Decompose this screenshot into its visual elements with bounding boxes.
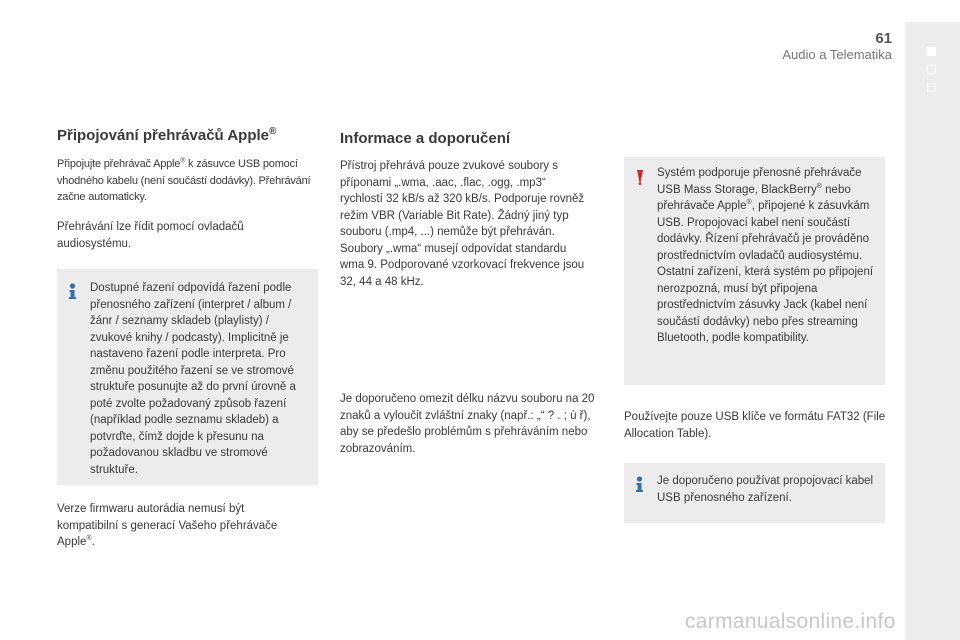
formats-text: Přístroj přehrává pouze zvukové soubory s příponami „.wma, .aac, .flac, .ogg, .mp3“ rychlostí 32 kB/s až 320 kB/s. Podporuje rovněž režim VBR (Variable Bit Rate). Žádný jiný typ souboru (.mp4, ...) nemůže být přehráván. Soubory „.wma“ musejí odpovídat standardu wma 9. Podporované vzorkovací frekvence jsou 32, 44 a 48 kHz. [340, 160, 585, 288]
apple-section-title: Připojování přehrávačů Apple® [57, 126, 277, 144]
apple-control-text: Přehrávání lze řídit pomocí ovladačů audiosystému. [57, 221, 244, 250]
section-title: Audio a Telematika [782, 47, 892, 62]
firmware-note: Verze firmwaru autorádia nemusí být kompatibilní s generací Vašeho přehrávače Apple®. [57, 503, 278, 548]
warning-usb-text: Systém podporuje přenosné přehrávače USB Mass Storage, BlackBerry® nebo přehrávače Apple®, připojené k zásuvkám USB. Propojovací kabel není součástí dodávky. Řízení přehrávačů je prováděno prostřednictvím ovladačů audiosystému. Ostatní zařízení, která systém po připojení nerozpozná, musí být připojena prostřednictvím zásuvky Jack (kabel není součástí dodávky) nebo přes streaming Bluetooth, podle kompatibility. [657, 167, 874, 344]
watermark: carmanualsonline.info [685, 610, 896, 633]
tab-marker-empty [927, 65, 936, 74]
info-icon [632, 476, 647, 492]
tab-marker-filled [927, 47, 936, 56]
side-tab [905, 22, 960, 640]
usb-format-text: Používejte pouze USB klíče ve formátu FAT32 (File Allocation Table). [624, 411, 886, 440]
warning-icon [632, 170, 648, 185]
info-icon [65, 283, 80, 299]
tab-marker-empty [927, 83, 936, 92]
info-sorting-text: Dostupné řazení odpovídá řazení podle přenosného zařízení (interpret / album / žánr / seznamy skladeb (playlisty) / zvukové knihy / podcasty). Implicitně je nastaveno řazení podle interpreta. Pro změnu použitého řazení se ve stromové struktuře posunujte až do první úrovně a poté zvolte požadovaný způsob řazení (například podle seznamu skladeb) a potvrďte, čímž dojde k přesunu na požadovanou skladbu ve stromové struktuře. [90, 282, 296, 476]
page-number: 61 [875, 30, 892, 47]
info-cable-text: Je doporučeno používat propojovací kabel USB přenosného zařízení. [657, 475, 874, 504]
filename-advice: Je doporučeno omezit délku názvu souboru na 20 znaků a vyloučit zvláštní znaky (např.: „“ ? . ; ù ř), aby se předešlo problémům s přehráváním nebo zobrazováním. [340, 393, 595, 455]
apple-intro: Připojujte přehrávač Apple® k zásuvce USB pomocí vhodného kabelu (není součástí dodávky). Přehrávání začne automaticky. [57, 157, 311, 203]
info-section-title: Informace a doporučení [340, 130, 511, 147]
